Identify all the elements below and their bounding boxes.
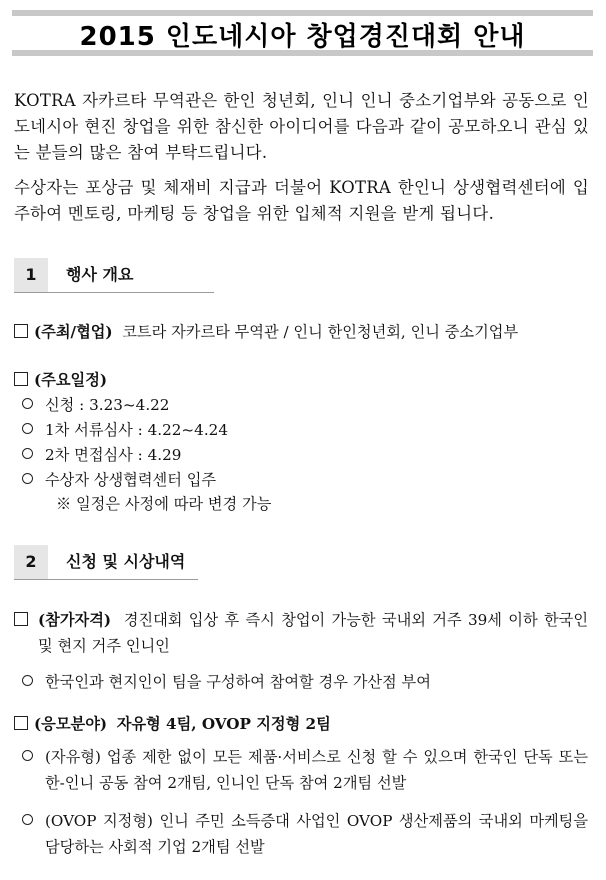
title-bar <box>12 10 593 56</box>
field-subitem <box>22 808 588 860</box>
checkbox-square-icon <box>14 612 28 626</box>
schedule-label: (주요일정) <box>34 371 108 389</box>
circle-bullet-icon <box>22 473 33 484</box>
schedule-text: 1차 서류심사 : 4.22~4.24 <box>45 421 228 439</box>
circle-bullet-icon <box>22 750 33 761</box>
schedule-text: 수상자 상생협력센터 입주 <box>45 471 217 489</box>
eligibility-item <box>14 607 588 659</box>
host-label: (주최/협업) <box>34 323 113 341</box>
section-1-title: 행사 개요 <box>66 265 134 284</box>
field-item <box>14 712 331 736</box>
schedule-row <box>22 418 228 442</box>
section-2-title: 신청 및 시상내역 <box>66 552 186 571</box>
eligibility-label: (참가자격) <box>38 611 112 629</box>
intro-paragraph-1: KOTRA 자카르타 무역관은 한인 청년회, 인니 인니 중소기업부와 공동으로 인도네시아 현진 창업을 위한 참신한 아이디어를 다음과 같이 공모하오니 관심 있는 분들의 많은 참여 부탁드립니다. <box>14 91 589 162</box>
field-subitem-text: (자유형) 업종 제한 없이 모든 제품·서비스로 신청 할 수 있으며 한국인 단독 또는 한-인니 공동 참여 2개팀, 인니인 단독 참여 2개팀 선발 <box>45 748 588 792</box>
schedule-text: 신청 : 3.23~4.22 <box>45 396 170 414</box>
schedule-row <box>22 443 181 467</box>
schedule-row <box>22 468 216 492</box>
field-label: (응모분야) <box>34 715 108 733</box>
circle-bullet-icon <box>22 448 33 459</box>
field-subitem <box>22 744 588 796</box>
checkbox-square-icon <box>14 324 28 338</box>
section-1-header <box>14 258 214 293</box>
section-2-header <box>14 545 198 580</box>
schedule-text: 2차 면접심사 : 4.29 <box>45 446 182 464</box>
circle-bullet-icon <box>22 423 33 434</box>
field-subitem-text: (OVOP 지정형) 인니 주민 소득증대 사업인 OVOP 생산제품의 국내외 마케팅을 담당하는 사회적 기업 2개팀 선발 <box>45 812 588 856</box>
schedule-row <box>22 393 169 417</box>
section-2-number: 2 <box>14 545 48 579</box>
circle-bullet-icon <box>22 675 33 686</box>
schedule-item <box>14 368 107 392</box>
host-value: 코트라 자카르타 무역관 / 인니 한인청년회, 인니 중소기업부 <box>122 323 519 341</box>
page-title: 2015 인도네시아 창업경진대회 안내 <box>79 22 526 52</box>
eligibility-bonus-item <box>22 670 431 694</box>
host-item <box>14 320 518 344</box>
eligibility-value: 경진대회 입상 후 즉시 창업이 가능한 국내외 거주 39세 이하 한국인 및 현지 거주 인니인 <box>38 611 588 655</box>
eligibility-bonus: 한국인과 현지인이 팀을 구성하여 참여할 경우 가산점 부여 <box>45 673 431 691</box>
intro-paragraph-2: 수상자는 포상금 및 체재비 지급과 더불어 KOTRA 한인니 상생협력센터에 입주하여 멘토링, 마케팅 등 창업을 위한 입체적 지원을 받게 됩니다. <box>14 178 589 223</box>
section-1-number: 1 <box>14 258 48 292</box>
checkbox-square-icon <box>14 716 28 730</box>
schedule-note: ※ 일정은 사정에 따라 변경 가능 <box>56 495 272 513</box>
checkbox-square-icon <box>14 372 28 386</box>
circle-bullet-icon <box>22 398 33 409</box>
field-value: 자유형 4팀, OVOP 지정형 2팀 <box>116 715 331 733</box>
circle-bullet-icon <box>22 814 33 825</box>
